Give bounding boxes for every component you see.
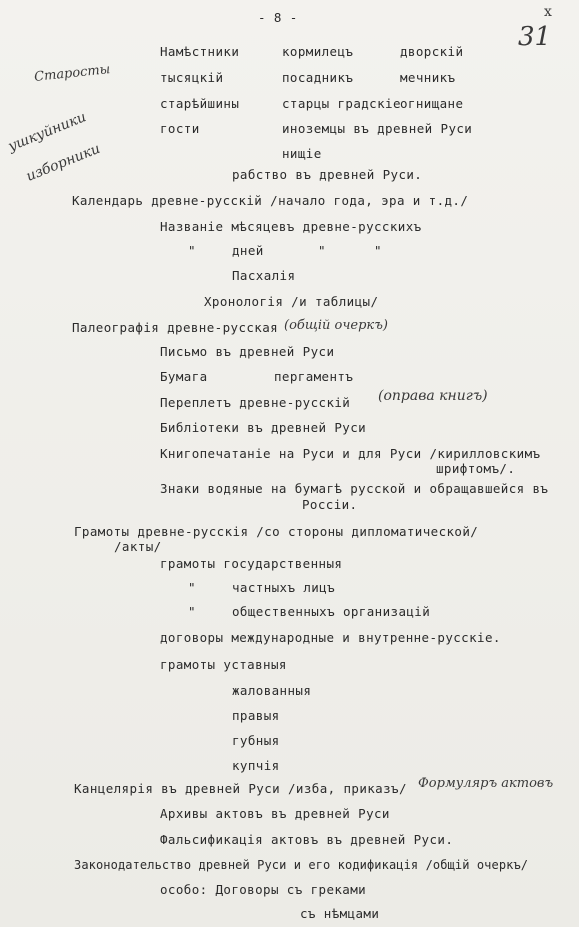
line-pismo: Письмо въ древней Руси: [160, 344, 335, 359]
line-falsifikatsia: Фальсификація актовъ въ древней Руси.: [160, 832, 454, 847]
line-obshchestvennykh: общественныхъ организацій: [232, 604, 431, 619]
line-akty: /акты/: [114, 539, 162, 554]
line-gramoty: Грамоты древне-русскія /со стороны дипломатической/: [74, 524, 479, 539]
line-gramoty-ustavnye: грамоты уставныя: [160, 657, 287, 672]
line-gramoty-gos: грамоты государственныя: [160, 556, 343, 571]
line-gubnye: губныя: [232, 733, 280, 748]
col1-item: Намѣстники: [160, 44, 240, 59]
col1-item: старѣйшины: [160, 96, 240, 111]
line-kantselyaria: Канцелярія въ древней Руси /изба, приказъ/: [74, 781, 407, 796]
line-dogovory: договоры международные и внутренне-русскіе.: [160, 630, 501, 645]
col2-item: посадникъ: [282, 70, 354, 85]
col2-item: иноземцы въ древней Руси: [282, 121, 473, 136]
handwritten-oprava-knig: (оправа книгъ): [378, 388, 488, 404]
line-pravye: правыя: [232, 708, 280, 723]
col2-item: кормилецъ: [282, 44, 354, 59]
handwritten-obshchiy-ocherk: (общій очеркъ): [284, 318, 388, 333]
col2-item: нищіе: [282, 146, 322, 161]
line-paskhalia: Пасхалія: [232, 268, 296, 283]
line-khronologia: Хронологія /и таблицы/: [204, 294, 379, 309]
line-znaki-vodyanye: Знаки водяные на бумагѣ русской и обращавшейся въ: [160, 481, 549, 496]
margin-note-starosty: Старосты: [33, 62, 111, 85]
line-chastnykh: частныхъ лицъ: [232, 580, 336, 595]
ditto-mark: ": [188, 243, 196, 258]
margin-note-left-2: изборники: [24, 140, 103, 185]
corner-mark: 31: [518, 22, 552, 52]
col3-item: мечникъ: [400, 70, 456, 85]
page-number: - 8 -: [258, 10, 298, 25]
ditto-mark: ": [188, 604, 196, 619]
line-zakonodatelstvo: Законодательство древней Руси и его кодификація /общій очеркъ/: [74, 858, 529, 872]
ditto-mark: ": [188, 580, 196, 595]
margin-note-left-1: ушкуйники: [6, 109, 89, 155]
ditto-mark: ": [374, 243, 382, 258]
col2-item: старцы градскіе: [282, 96, 401, 111]
line-nazvanie: Названіе мѣсяцевъ древне-русскихъ: [160, 219, 422, 234]
line-bumaga: Бумага: [160, 369, 208, 384]
line-osobo: особо: Договоры съ греками: [160, 882, 367, 897]
line-pergament: пергаментъ: [274, 369, 354, 384]
col3-item: огнищане: [400, 96, 464, 111]
ditto-mark: ": [318, 243, 326, 258]
line-paleografia: Палеографія древне-русская: [72, 320, 279, 335]
line-kupchie: купчія: [232, 758, 280, 773]
line-pereplet: Переплетъ древне-русскій: [160, 395, 351, 410]
line-dney: дней: [232, 243, 264, 258]
handwritten-formulyar-aktov: Формуляръ актовъ: [418, 776, 554, 791]
line-zhalovannye: жалованныя: [232, 683, 312, 698]
line-knigopechatanie: Книгопечатаніе на Руси и для Руси /кирилловскимъ: [160, 446, 541, 461]
corner-tick: x: [544, 4, 552, 20]
line-kalendar: Календарь древне-русскій /начало года, эра и т.д./: [72, 193, 469, 208]
line-rabstvo: рабство въ древней Руси.: [232, 167, 423, 182]
line-shriftom: шрифтомъ/.: [436, 461, 516, 476]
col3-item: дворскій: [400, 44, 464, 59]
col1-item: тысяцкій: [160, 70, 224, 85]
line-s-nemtsami: съ нѣмцами: [300, 906, 380, 921]
line-biblioteki: Библіотеки въ древней Руси: [160, 420, 367, 435]
col1-item: гости: [160, 121, 200, 136]
line-rossii: Россіи.: [302, 497, 358, 512]
line-arkhivy: Архивы актовъ въ древней Руси: [160, 806, 390, 821]
